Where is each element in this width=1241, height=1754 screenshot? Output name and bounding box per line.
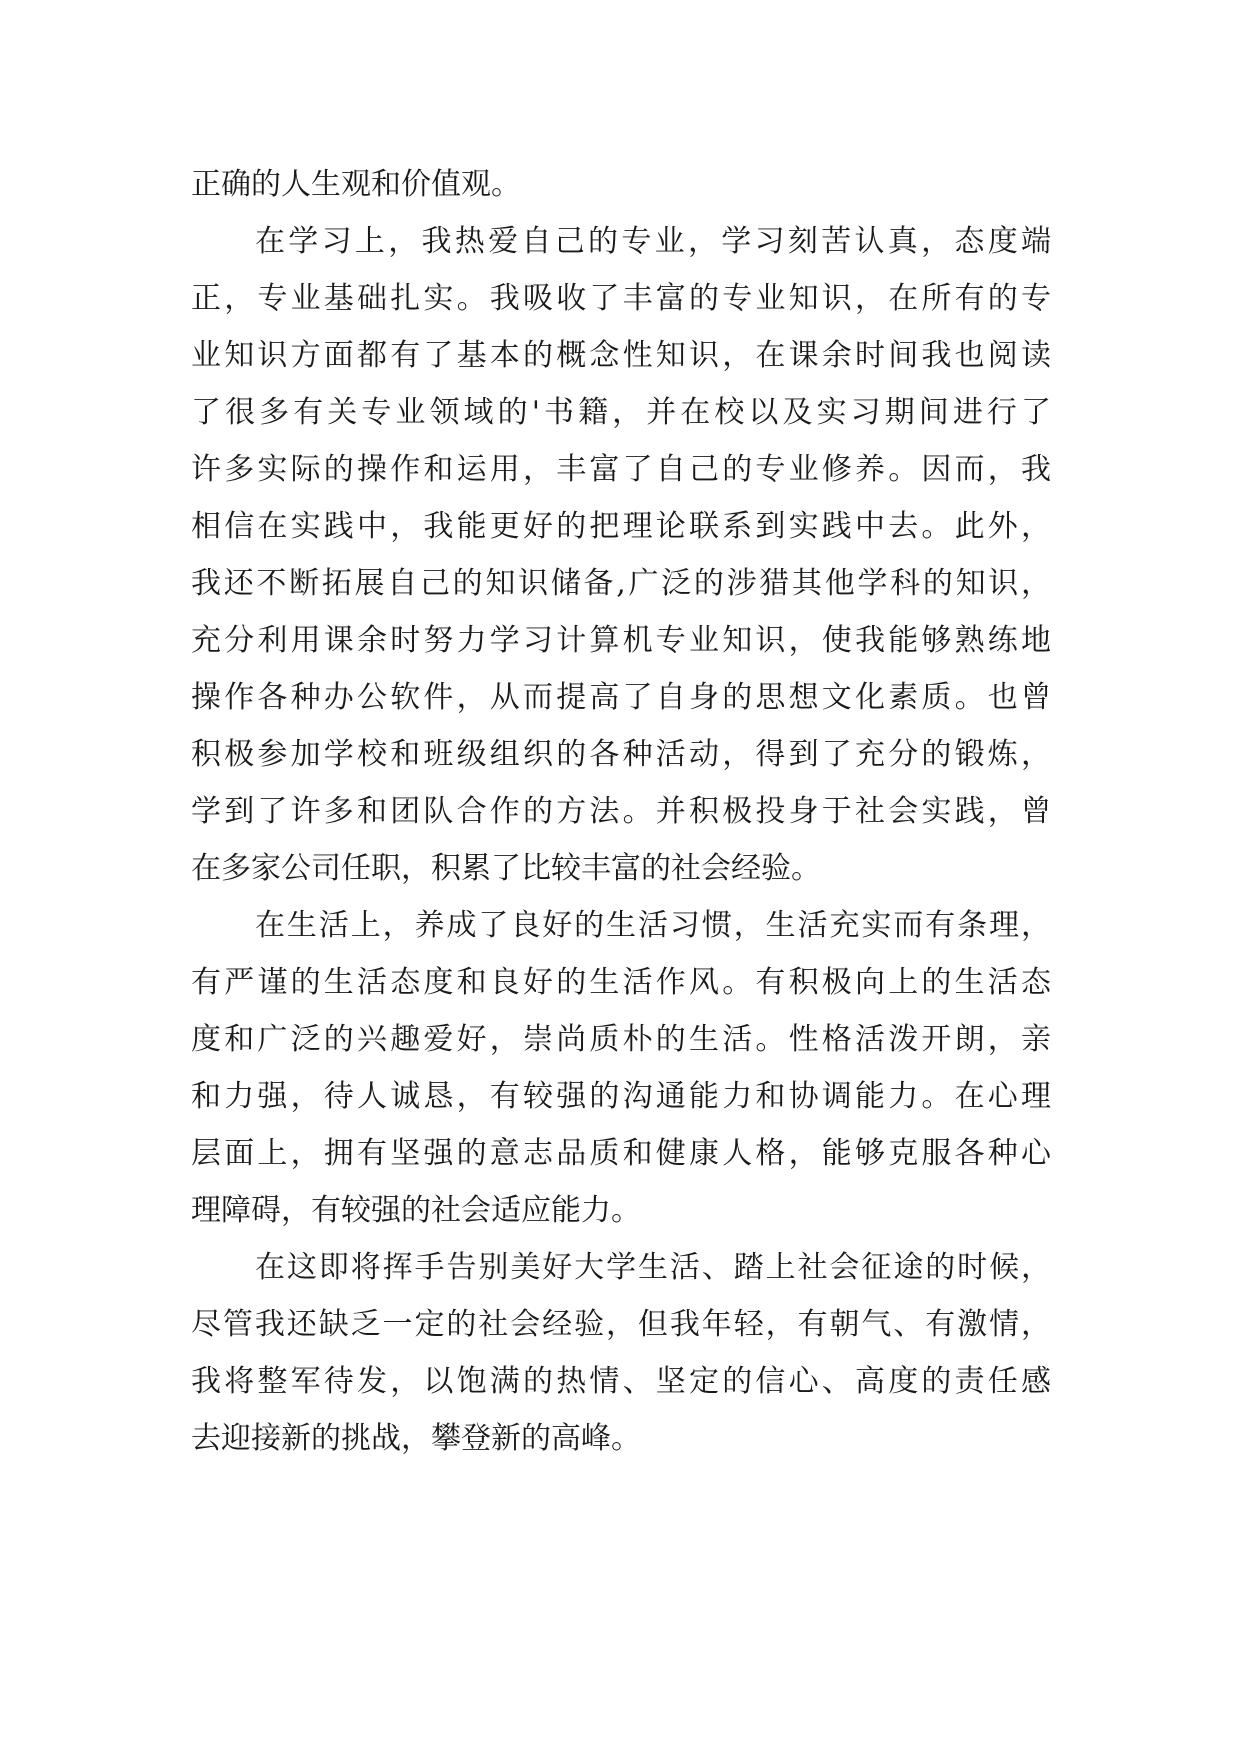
text-line: 了很多有关专业领域的'书籍，并在校以及实习期间进行了 [191,395,1051,430]
text-line: 业知识方面都有了基本的概念性知识，在课余时间我也阅读 [191,338,1051,373]
paragraph-life [191,897,1051,1239]
text-line: 层面上，拥有坚强的意志品质和健康人格，能够克服各种心 [191,1136,1051,1171]
text-line: 积极参加学校和班级组织的各种活动，得到了充分的锻炼， [191,737,1051,772]
text-line: 去迎接新的挑战，攀登新的高峰。 [191,1421,641,1456]
text-line: 相信在实践中，我能更好的把理论联系到实践中去。此外， [191,509,1051,544]
text-line: 正确的人生观和价值观。 [191,167,521,202]
text-line: 正，专业基础扎实。我吸收了丰富的专业知识，在所有的专 [191,281,1051,316]
text-line: 学到了许多和团队合作的方法。并积极投身于社会实践，曾 [191,794,1051,829]
text-line: 在生活上，养成了良好的生活习惯，生活充实而有条理， [255,908,1051,943]
text-line: 在这即将挥手告别美好大学生活、踏上社会征途的时候， [255,1250,1051,1285]
text-line: 许多实际的操作和运用，丰富了自己的专业修养。因而，我 [191,452,1051,487]
text-line: 我将整军待发，以饱满的热情、坚定的信心、高度的责任感 [191,1364,1051,1399]
text-line: 尽管我还缺乏一定的社会经验，但我年轻，有朝气、有激情， [191,1307,1051,1342]
text-line: 和力强，待人诚恳，有较强的沟通能力和协调能力。在心理 [191,1079,1051,1114]
text-line: 理障碍，有较强的社会适应能力。 [191,1193,641,1228]
paragraph-1 [191,156,1051,213]
text-line: 充分利用课余时努力学习计算机专业知识，使我能够熟练地 [191,623,1051,658]
text-line: 在多家公司任职，积累了比较丰富的社会经验。 [191,851,821,886]
paragraph-study [191,213,1051,897]
text-line: 操作各种办公软件，从而提高了自身的思想文化素质。也曾 [191,680,1051,715]
text-line: 有严谨的生活态度和良好的生活作风。有积极向上的生活态 [191,965,1051,1000]
text-line: 度和广泛的兴趣爱好，崇尚质朴的生活。性格活泼开朗，亲 [191,1022,1051,1057]
body-text [191,156,1051,1467]
text-line: 我还不断拓展自己的知识储备,广泛的涉猎其他学科的知识， [191,566,1051,601]
text-line: 在学习上，我热爱自己的专业，学习刻苦认真，态度端 [255,224,1051,259]
paragraph-future [191,1239,1051,1467]
